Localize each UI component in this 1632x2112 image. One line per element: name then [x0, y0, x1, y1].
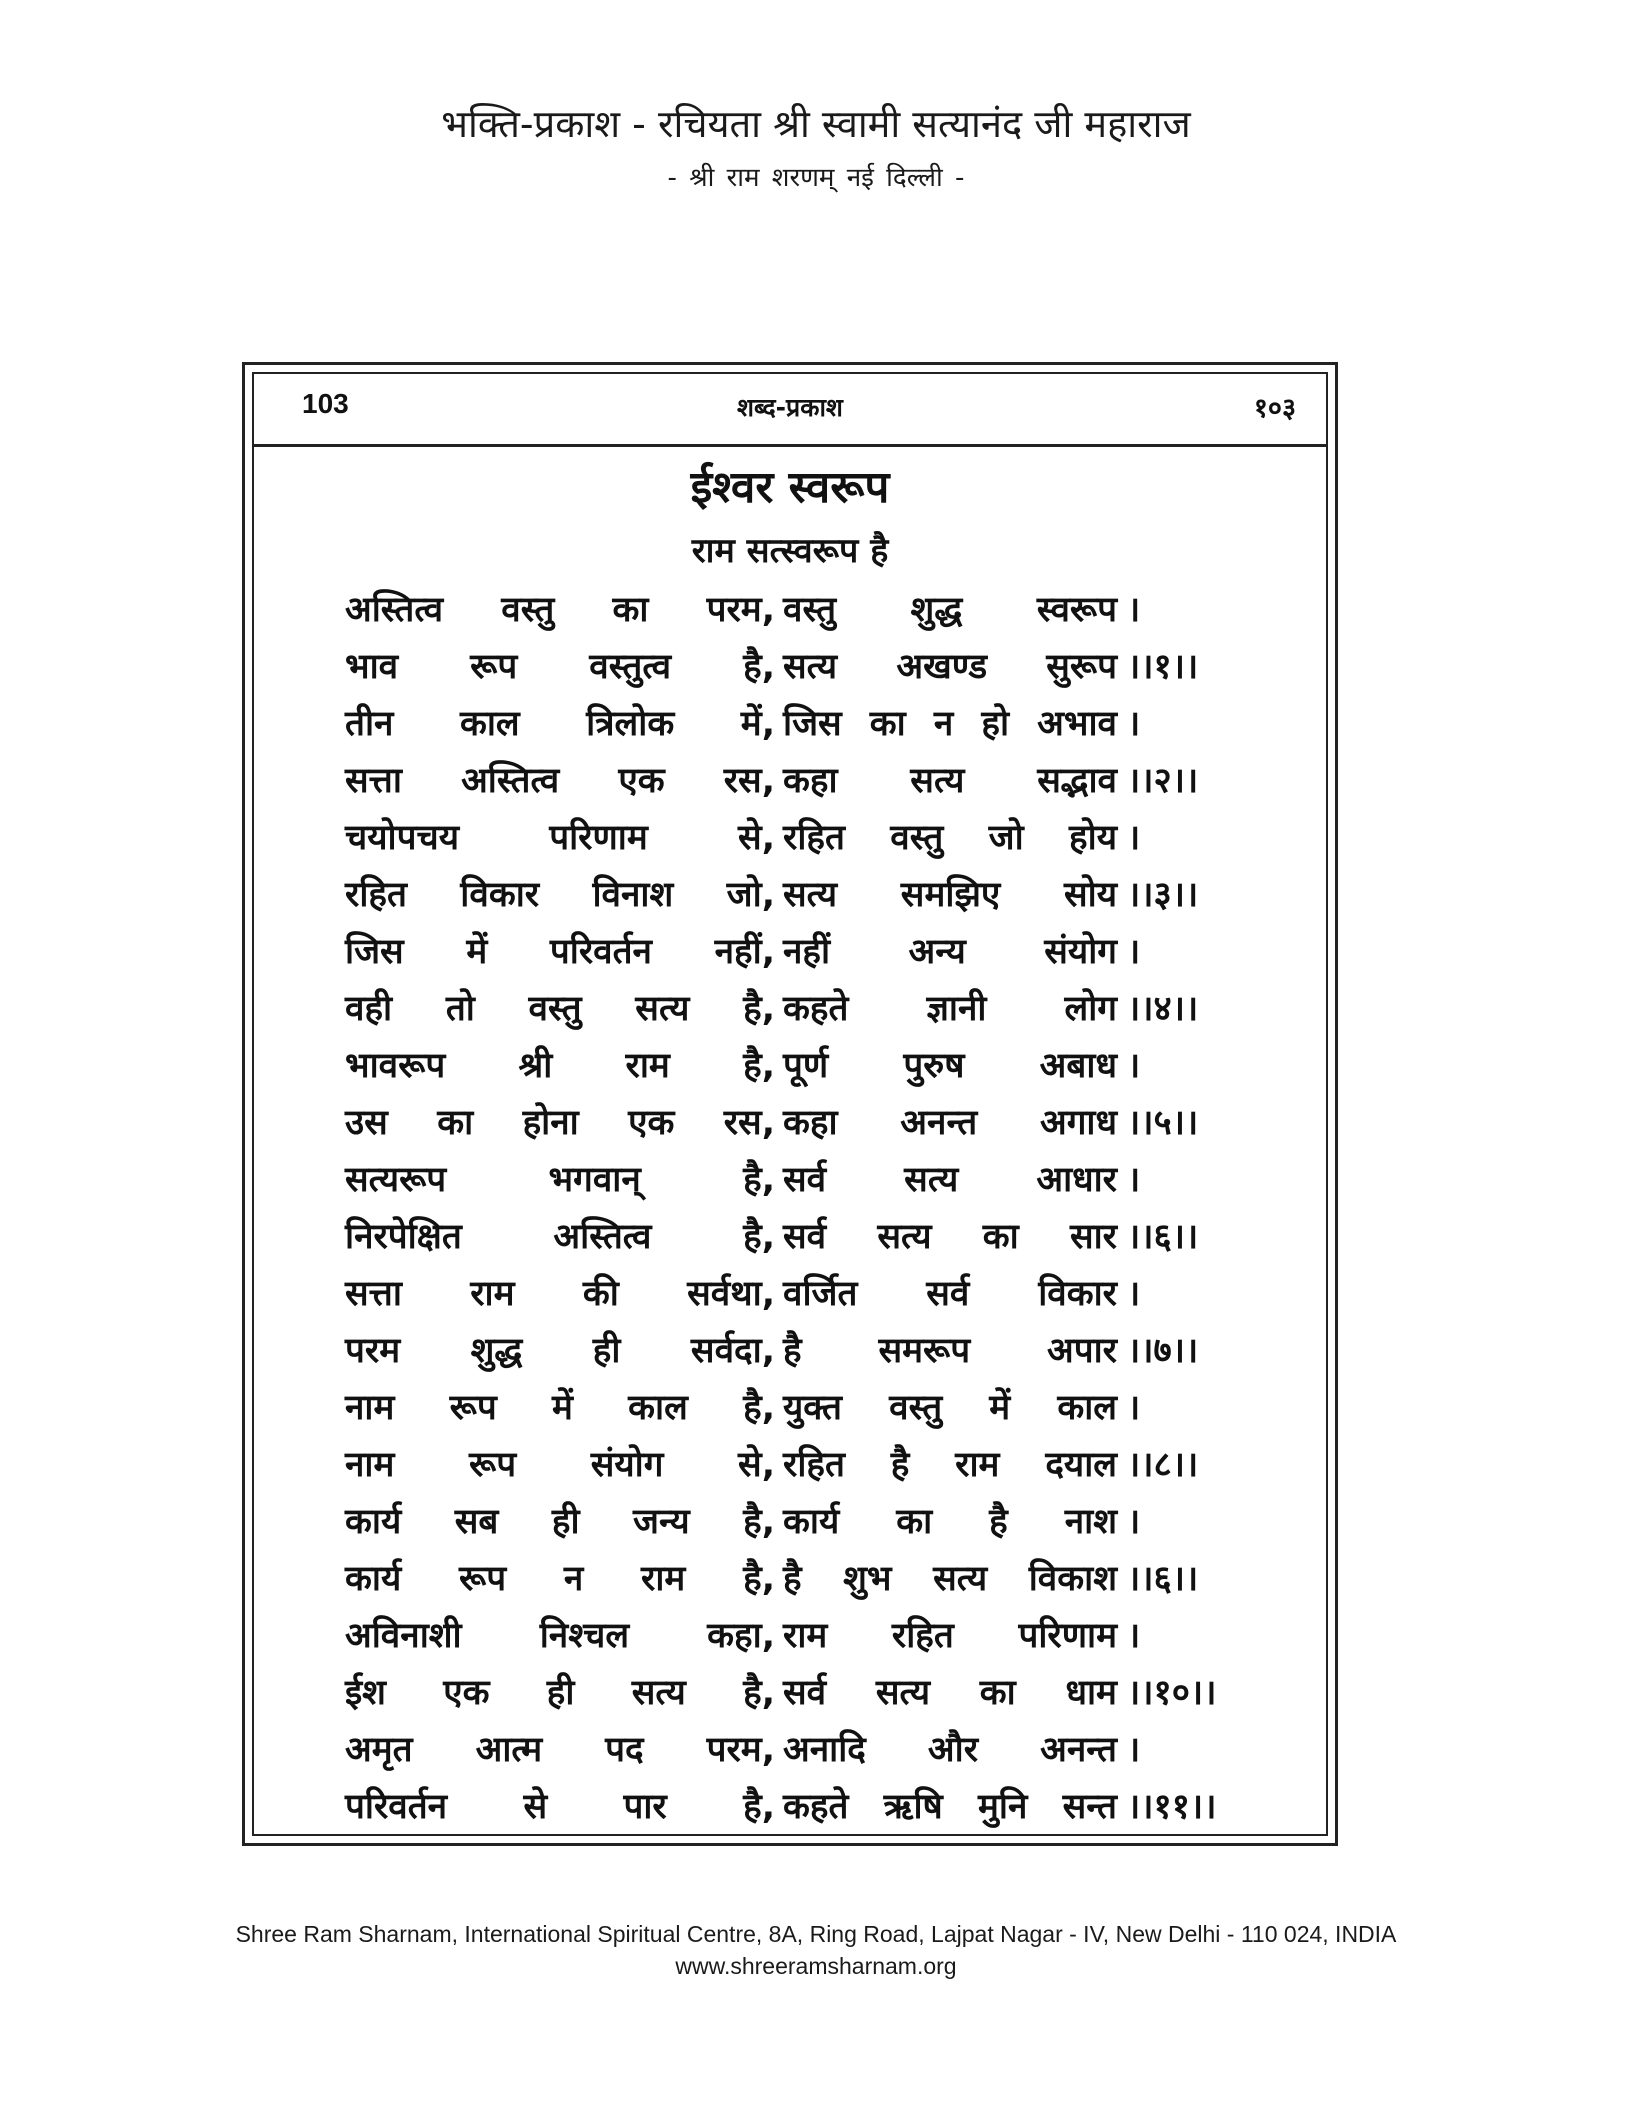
verse-first-half: चयोपचय परिणाम से,: [345, 818, 775, 858]
verse-first-half: परिवर्तन से पार है,: [345, 1787, 775, 1827]
verse-second-half: अनादि और अनन्त: [783, 1730, 1117, 1770]
verse-second-half: कहते ऋषि मुनि सन्त: [783, 1787, 1117, 1827]
poem-subtitle: राम सत्स्वरूप है: [691, 531, 889, 571]
section-name: शब्द-प्रकाश: [737, 393, 843, 422]
verse-first-half: उस का होना एक रस,: [345, 1103, 775, 1143]
page-number-left: 103: [302, 388, 349, 419]
verse-second-half: है शुभ सत्य विकाश: [783, 1559, 1117, 1599]
verse-first-half: रहित विकार विनाश जो,: [345, 875, 775, 915]
verse-line: [345, 1380, 1245, 1437]
page-footer: [0, 1918, 1632, 1982]
verse-first-half: निरपेक्षित अस्तित्व है,: [345, 1217, 775, 1257]
verse-second-half: वर्जित सर्व विकार: [783, 1274, 1117, 1314]
verse-line: [345, 810, 1245, 867]
verse-mark: ।: [1127, 1388, 1141, 1428]
footer-website: www.shreeramsharnam.org: [675, 1953, 957, 1979]
verse-line: [345, 1323, 1245, 1380]
verse-line: [345, 1437, 1245, 1494]
verse-mark: ।।७।।: [1127, 1331, 1199, 1371]
verse-second-half: सर्व सत्य का धाम: [783, 1673, 1117, 1713]
verse-line: [345, 1152, 1245, 1209]
verse-mark: ।।६।।: [1127, 1217, 1199, 1257]
verse-first-half: अविनाशी निश्चल कहा,: [345, 1616, 775, 1656]
verse-mark: ।।६।।: [1127, 1559, 1199, 1599]
verse-first-half: कार्य सब ही जन्य है,: [345, 1502, 775, 1542]
verse-first-half: नाम रूप संयोग से,: [345, 1445, 775, 1485]
verse-line: [345, 1266, 1245, 1323]
page-header: [0, 98, 1632, 198]
verse-mark: ।: [1127, 1616, 1141, 1656]
verse-mark: ।।२।।: [1127, 761, 1199, 801]
verse-line: [345, 753, 1245, 810]
verse-mark: ।: [1127, 1274, 1141, 1314]
verse-first-half: जिस में परिवर्तन नहीं,: [345, 932, 775, 972]
footer-address: Shree Ram Sharnam, International Spiritual Centre, 8A, Ring Road, Lajpat Nagar - IV, New Delhi - 110 024, INDIA: [235, 1921, 1397, 1947]
verse-second-half: कहा सत्य सद्भाव: [783, 761, 1117, 801]
verse-first-half: तीन काल त्रिलोक में,: [345, 704, 775, 744]
verse-list: [345, 582, 1245, 1836]
poem-title: ईश्वर स्वरूप: [690, 462, 890, 513]
verse-line: [345, 1095, 1245, 1152]
verse-line: [345, 1038, 1245, 1095]
verse-line: [345, 924, 1245, 981]
verse-mark: ।।११।।: [1127, 1787, 1217, 1827]
verse-line: [345, 1779, 1245, 1836]
verse-mark: ।।३।।: [1127, 875, 1199, 915]
verse-line: [345, 582, 1245, 639]
verse-second-half: सर्व सत्य आधार: [783, 1160, 1117, 1200]
verse-first-half: भाव रूप वस्तुत्व है,: [345, 647, 775, 687]
verse-second-half: वस्तु शुद्ध स्वरूप: [783, 590, 1117, 630]
verse-line: [345, 1665, 1245, 1722]
verse-second-half: है समरूप अपार: [783, 1331, 1117, 1371]
verse-mark: ।: [1127, 932, 1141, 972]
verse-first-half: सत्ता राम की सर्वथा,: [345, 1274, 775, 1314]
verse-second-half: सत्य समझिए सोय: [783, 875, 1117, 915]
verse-first-half: सत्यरूप भगवान् है,: [345, 1160, 775, 1200]
verse-second-half: कहा अनन्त अगाध: [783, 1103, 1117, 1143]
verse-first-half: भावरूप श्री राम है,: [345, 1046, 775, 1086]
verse-line: [345, 639, 1245, 696]
verse-line: [345, 1494, 1245, 1551]
verse-line: [345, 981, 1245, 1038]
book-subtitle: - श्री राम शरणम् नई दिल्ली -: [667, 163, 965, 193]
verse-second-half: युक्त वस्तु में काल: [783, 1388, 1117, 1428]
verse-line: [345, 1209, 1245, 1266]
verse-second-half: कार्य का है नाश: [783, 1502, 1117, 1542]
verse-line: [345, 1608, 1245, 1665]
verse-first-half: कार्य रूप न राम है,: [345, 1559, 775, 1599]
verse-mark: ।: [1127, 818, 1141, 858]
verse-first-half: अमृत आत्म पद परम,: [345, 1730, 775, 1770]
verse-mark: ।: [1127, 590, 1141, 630]
page-number-right: १०३: [1253, 393, 1296, 424]
verse-line: [345, 1722, 1245, 1779]
verse-mark: ।: [1127, 1046, 1141, 1086]
verse-mark: ।: [1127, 1730, 1141, 1770]
book-title: भक्ति-प्रकाश - रचियता श्री स्वामी सत्यानंद जी महाराज: [441, 102, 1191, 146]
verse-second-half: रहित है राम दयाल: [783, 1445, 1117, 1485]
verse-mark: ।।८।।: [1127, 1445, 1199, 1485]
verse-second-half: सर्व सत्य का सार: [783, 1217, 1117, 1257]
verse-second-half: नहीं अन्य संयोग: [783, 932, 1117, 972]
verse-first-half: वही तो वस्तु सत्य है,: [345, 989, 775, 1029]
page-frame-inner: [252, 372, 1328, 1836]
verse-mark: ।: [1127, 1160, 1141, 1200]
verse-first-half: ईश एक ही सत्य है,: [345, 1673, 775, 1713]
verse-second-half: राम रहित परिणाम: [783, 1616, 1117, 1656]
verse-line: [345, 696, 1245, 753]
verse-second-half: रहित वस्तु जो होय: [783, 818, 1117, 858]
verse-mark: ।।१।।: [1127, 647, 1199, 687]
verse-line: [345, 1551, 1245, 1608]
verse-first-half: परम शुद्ध ही सर्वदा,: [345, 1331, 775, 1371]
verse-second-half: जिस का न हो अभाव: [783, 704, 1117, 744]
frame-header: [254, 374, 1326, 447]
verse-first-half: अस्तित्व वस्तु का परम,: [345, 590, 775, 630]
verse-mark: ।: [1127, 1502, 1141, 1542]
verse-second-half: सत्य अखण्ड सुरूप: [783, 647, 1117, 687]
verse-second-half: कहते ज्ञानी लोग: [783, 989, 1117, 1029]
verse-first-half: नाम रूप में काल है,: [345, 1388, 775, 1428]
verse-mark: ।।४।।: [1127, 989, 1199, 1029]
page-frame: [242, 362, 1338, 1846]
verse-mark: ।।५।।: [1127, 1103, 1199, 1143]
verse-first-half: सत्ता अस्तित्व एक रस,: [345, 761, 775, 801]
verse-second-half: पूर्ण पुरुष अबाध: [783, 1046, 1117, 1086]
verse-line: [345, 867, 1245, 924]
verse-mark: ।।१०।।: [1127, 1673, 1217, 1713]
verse-mark: ।: [1127, 704, 1141, 744]
